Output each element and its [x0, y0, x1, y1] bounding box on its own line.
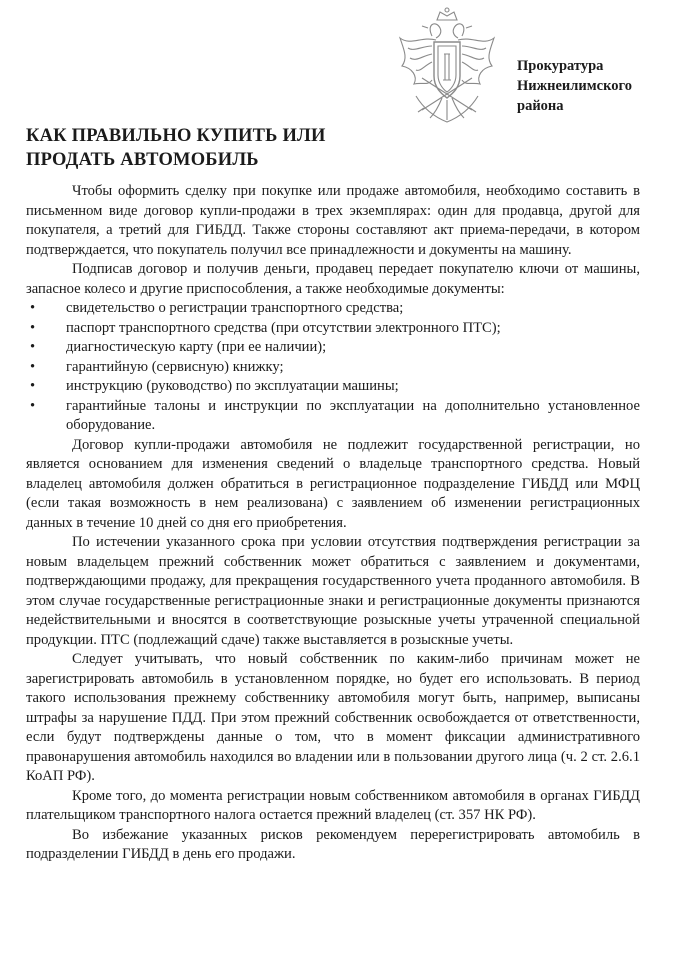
organization-name [517, 56, 667, 116]
prosecutor-emblem-icon [392, 6, 502, 126]
bullet-icon: • [30, 358, 36, 375]
list-item [26, 319, 640, 339]
title-line-2: ПРОДАТЬ АВТОМОБИЛЬ [26, 150, 259, 170]
bullet-icon: • [30, 319, 36, 336]
list-item-text: паспорт транспортного средства (при отсутствии электронного ПТС); [66, 319, 501, 336]
bullet-icon: • [30, 300, 36, 316]
list-item-text: свидетельство о регистрации транспортного средства; [66, 300, 404, 316]
list-item-text: диагностическую карту (при ее наличии); [66, 339, 327, 355]
org-line-2: Нижнеилимского [517, 78, 632, 94]
org-line-3: района [517, 98, 564, 114]
document-body [26, 182, 640, 865]
paragraph-fines: Следует учитывать, что новый собственник по каким-либо причинам может не зарегистрировать автомобиль в установленном порядке, но будет его использовать. В период такого использования прежнему собственнику автомобиля могут быть, например, выписаны штрафы за нарушение ПДД. При этом прежний собственник освобождается от ответственности, если будут подтверждены данные о том, что в момент фиксации административного правонарушения автомобиль находился во владении или в пользовании другого лица (ч. 2 ст. 2.6.1 КоАП РФ). [26, 651, 640, 784]
list-item-text: инструкцию (руководство) по эксплуатации машины; [66, 378, 399, 394]
document-title [26, 124, 446, 172]
title-line-1: КАК ПРАВИЛЬНО КУПИТЬ ИЛИ [26, 126, 326, 146]
bullet-icon: • [30, 397, 36, 414]
paragraph-registration: Договор купли-продажи автомобиля не подлежит государственной регистрации, но является основанием для изменения сведений о владельце транспортного средства. Новый владелец автомобиля должен обратиться в регистрационное подразделение ГИБДД или МФЦ (если такая возможность в нем реализована) с заявлением об изменении регистрационных данных в течение 10 дней со дня его приобретения. [26, 436, 640, 531]
list-item [26, 377, 640, 397]
list-item [26, 338, 640, 358]
list-item [26, 358, 640, 378]
list-item-text: гарантийные талоны и инструкции по эксплуатации на дополнительно установленное оборудование. [66, 397, 640, 433]
documents-list [26, 299, 640, 436]
bullet-icon: • [30, 378, 36, 394]
list-item [26, 299, 640, 319]
paragraph-handover: Подписав договор и получив деньги, продавец передает покупателю ключи от машины, запасное колесо и другие приспособления, а также необходимые документы: [26, 261, 640, 297]
bullet-icon: • [30, 339, 36, 355]
paragraph-deal-requirements: Чтобы оформить сделку при покупке или продаже автомобиля, необходимо составить в письменном виде договор купли-продажи в трех экземплярах: один для продавца, другой для покупателя, а третий для ГИБДД. Также стороны составляют акт приема-передачи, в котором подтверждается, что покупатель получил все принадлежности и документы на машину. [26, 183, 640, 258]
paragraph-tax: Кроме того, до момента регистрации новым собственником автомобиля в органах ГИБДД плательщиком транспортного налога остается прежний владелец (ст. 357 НК РФ). [26, 787, 640, 823]
paragraph-recommendation: Во избежание указанных рисков рекомендуем перерегистрировать автомобиль в подразделении ГИБДД в день его продажи. [26, 826, 640, 862]
list-item [26, 397, 640, 436]
list-item-text: гарантийную (сервисную) книжку; [66, 358, 284, 375]
org-line-1: Прокуратура [517, 58, 604, 74]
paragraph-deregistration: По истечении указанного срока при условии отсутствия подтверждения регистрации за новым владельцем прежний собственник может обратиться с заявлением и документами, подтверждающими продажу, для прекращения государственного учета проданного автомобиля. В этом случае государственные регистрационные знаки и регистрационные документы признаются недействительными и вносятся в соответствующие розыскные учеты утраченной специальной продукции. ПТС (подлежащий сдаче) также выставляется в розыскные учеты. [26, 534, 640, 648]
